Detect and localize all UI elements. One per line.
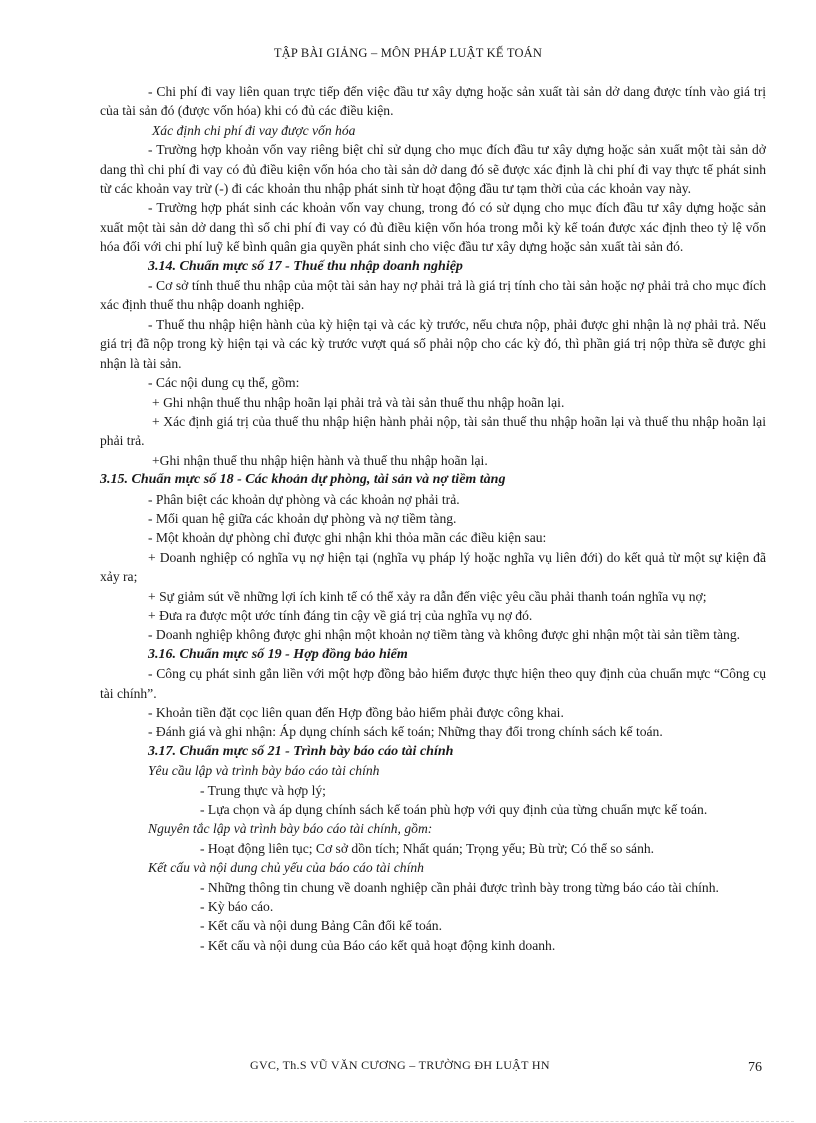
paragraph: - Khoản tiền đặt cọc liên quan đến Hợp đồng bảo hiểm phải được công khai. (148, 705, 564, 720)
section-heading-3-15: 3.15. Chuẩn mực số 18 - Các khoản dự phòng, tài sản và nợ tiềm tàng (100, 472, 506, 488)
list-item: - Những thông tin chung về doanh nghiệp cần phải được trình bày trong từng báo cáo tài chính. (200, 879, 719, 895)
page-body (100, 82, 766, 955)
paragraph: - Trường hợp phát sinh các khoản vốn vay chung, trong đó có sử dụng cho mục đích đầu tư xây dựng hoặc sản xuất một tài sản dở dang thì số chi phí đi vay có đủ điều kiện vốn hóa trong mỗi kỳ kế toán được xác định theo tỷ lệ vốn hóa đối với chi phí luỹ kế bình quân gia quyền phát sinh cho việc đầu tư xây dựng hoặc sản xuất tài sản đó. (100, 200, 766, 255)
list-item: + Đưa ra được một ước tính đáng tin cậy về giá trị của nghĩa vụ nợ đó. (148, 607, 533, 623)
page-number: 76 (748, 1060, 762, 1075)
section-heading-3-16: 3.16. Chuẩn mực số 19 - Hợp đồng bảo hiểm (148, 646, 408, 662)
list-item: +Ghi nhận thuế thu nhập hiện hành và thuế thu nhập hoãn lại. (152, 452, 488, 468)
section-heading-3-17: 3.17. Chuẩn mực số 21 - Trình bày báo cáo tài chính (148, 743, 454, 759)
list-item: - Kết cấu và nội dung Bảng Cân đối kế toán. (200, 918, 442, 934)
paragraph: - Doanh nghiệp không được ghi nhận một khoản nợ tiềm tàng và không được ghi nhận một tài sản tiềm tàng. (148, 627, 741, 643)
paragraph: - Một khoản dự phòng chỉ được ghi nhận khi thỏa mãn các điều kiện sau: (148, 530, 547, 546)
paragraph: - Cơ sở tính thuế thu nhập của một tài sản hay nợ phải trả là giá trị tính cho tài sản hoặc nợ phải trả cho mục đích xác định thuế thu nhập doanh nghiệp. (100, 278, 766, 313)
subheading: Xác định chi phí đi vay được vốn hóa (152, 122, 356, 138)
subheading: Yêu cầu lập và trình bày báo cáo tài chính (148, 763, 380, 779)
section-heading-3-14: 3.14. Chuẩn mực số 17 - Thuế thu nhập doanh nghiệp (148, 258, 463, 274)
list-item: - Lựa chọn và áp dụng chính sách kế toán phù hợp với quy định của từng chuẩn mực kế toán. (200, 802, 708, 818)
page-footer: GVC, Th.S VŨ VĂN CƯƠNG – TRƯỜNG ĐH LUẬT HN (250, 1058, 550, 1072)
page-header: TẬP BÀI GIẢNG – MÔN PHÁP LUẬT KẾ TOÁN (273, 46, 543, 60)
list-item: + Sự giảm sút về những lợi ích kinh tế có thể xảy ra dẫn đến việc yêu cầu phải thanh toán nghĩa vụ nợ; (148, 588, 707, 604)
list-item: - Hoạt động liên tục; Cơ sở dồn tích; Nhất quán; Trọng yếu; Bù trừ; Có thể so sánh. (200, 840, 655, 856)
list-item: - Kết cấu và nội dung của Báo cáo kết quả hoạt động kinh doanh. (200, 937, 556, 953)
list-item: - Kỳ báo cáo. (200, 899, 274, 915)
list-item: + Doanh nghiệp có nghĩa vụ nợ hiện tại (nghĩa vụ pháp lý hoặc nghĩa vụ liên đới) do kết quả từ một sự kiện đã xảy ra; (100, 549, 766, 585)
paragraph: - Mối quan hệ giữa các khoản dự phòng và nợ tiềm tàng. (148, 510, 457, 526)
list-item: + Ghi nhận thuế thu nhập hoãn lại phải trả và tài sản thuế thu nhập hoãn lại. (152, 394, 565, 410)
list-item: + Xác định giá trị của thuế thu nhập hiện hành phải nộp, tài sản thuế thu nhập hoãn lại và thuế thu nhập hoãn lại phải trả. (100, 413, 766, 449)
list-item: - Trung thực và hợp lý; (200, 782, 326, 798)
page-bottom-divider (24, 1121, 794, 1122)
paragraph: - Trường hợp khoản vốn vay riêng biệt chỉ sử dụng cho mục đích đầu tư xây dựng hoặc sản xuất một tài sản dở dang thì chi phí đi vay có đủ điều kiện vốn hóa cho tài sản dở dang đó sẽ được xác định là chi phí đi vay thực tế phát sinh từ các khoản vay trừ (-) đi các khoản thu nhập phát sinh từ hoạt động đầu tư tạm thời của các khoản vay này. (100, 142, 766, 197)
paragraph: - Các nội dung cụ thể, gồm: (148, 375, 300, 391)
paragraph: - Đánh giá và ghi nhận: Áp dụng chính sách kế toán; Những thay đổi trong chính sách kế toán. (148, 724, 663, 740)
paragraph: - Phân biệt các khoản dự phòng và các khoản nợ phải trả. (148, 491, 460, 507)
paragraph: - Chi phí đi vay liên quan trực tiếp đến việc đầu tư xây dựng hoặc sản xuất tài sản dở dang được tính vào giá trị của tài sản đó (được vốn hóa) khi có đủ các điều kiện. (100, 84, 766, 119)
paragraph: - Công cụ phát sinh gắn liền với một hợp đồng bảo hiểm được thực hiện theo quy định của chuẩn mực “Công cụ tài chính”. (100, 666, 766, 701)
subheading: Kết cấu và nội dung chủ yếu của báo cáo tài chính (148, 860, 424, 876)
subheading: Nguyên tắc lập và trình bày báo cáo tài chính, gồm: (148, 821, 433, 837)
paragraph: - Thuế thu nhập hiện hành của kỳ hiện tại và các kỳ trước, nếu chưa nộp, phải được ghi nhận là nợ phải trả. Nếu giá trị đã nộp trong kỳ hiện tại và các kỳ trước vượt quá số phải nộp cho các kỳ đó, thì phần giá trị nộp thừa sẽ được ghi nhận là tài sản. (100, 316, 766, 371)
